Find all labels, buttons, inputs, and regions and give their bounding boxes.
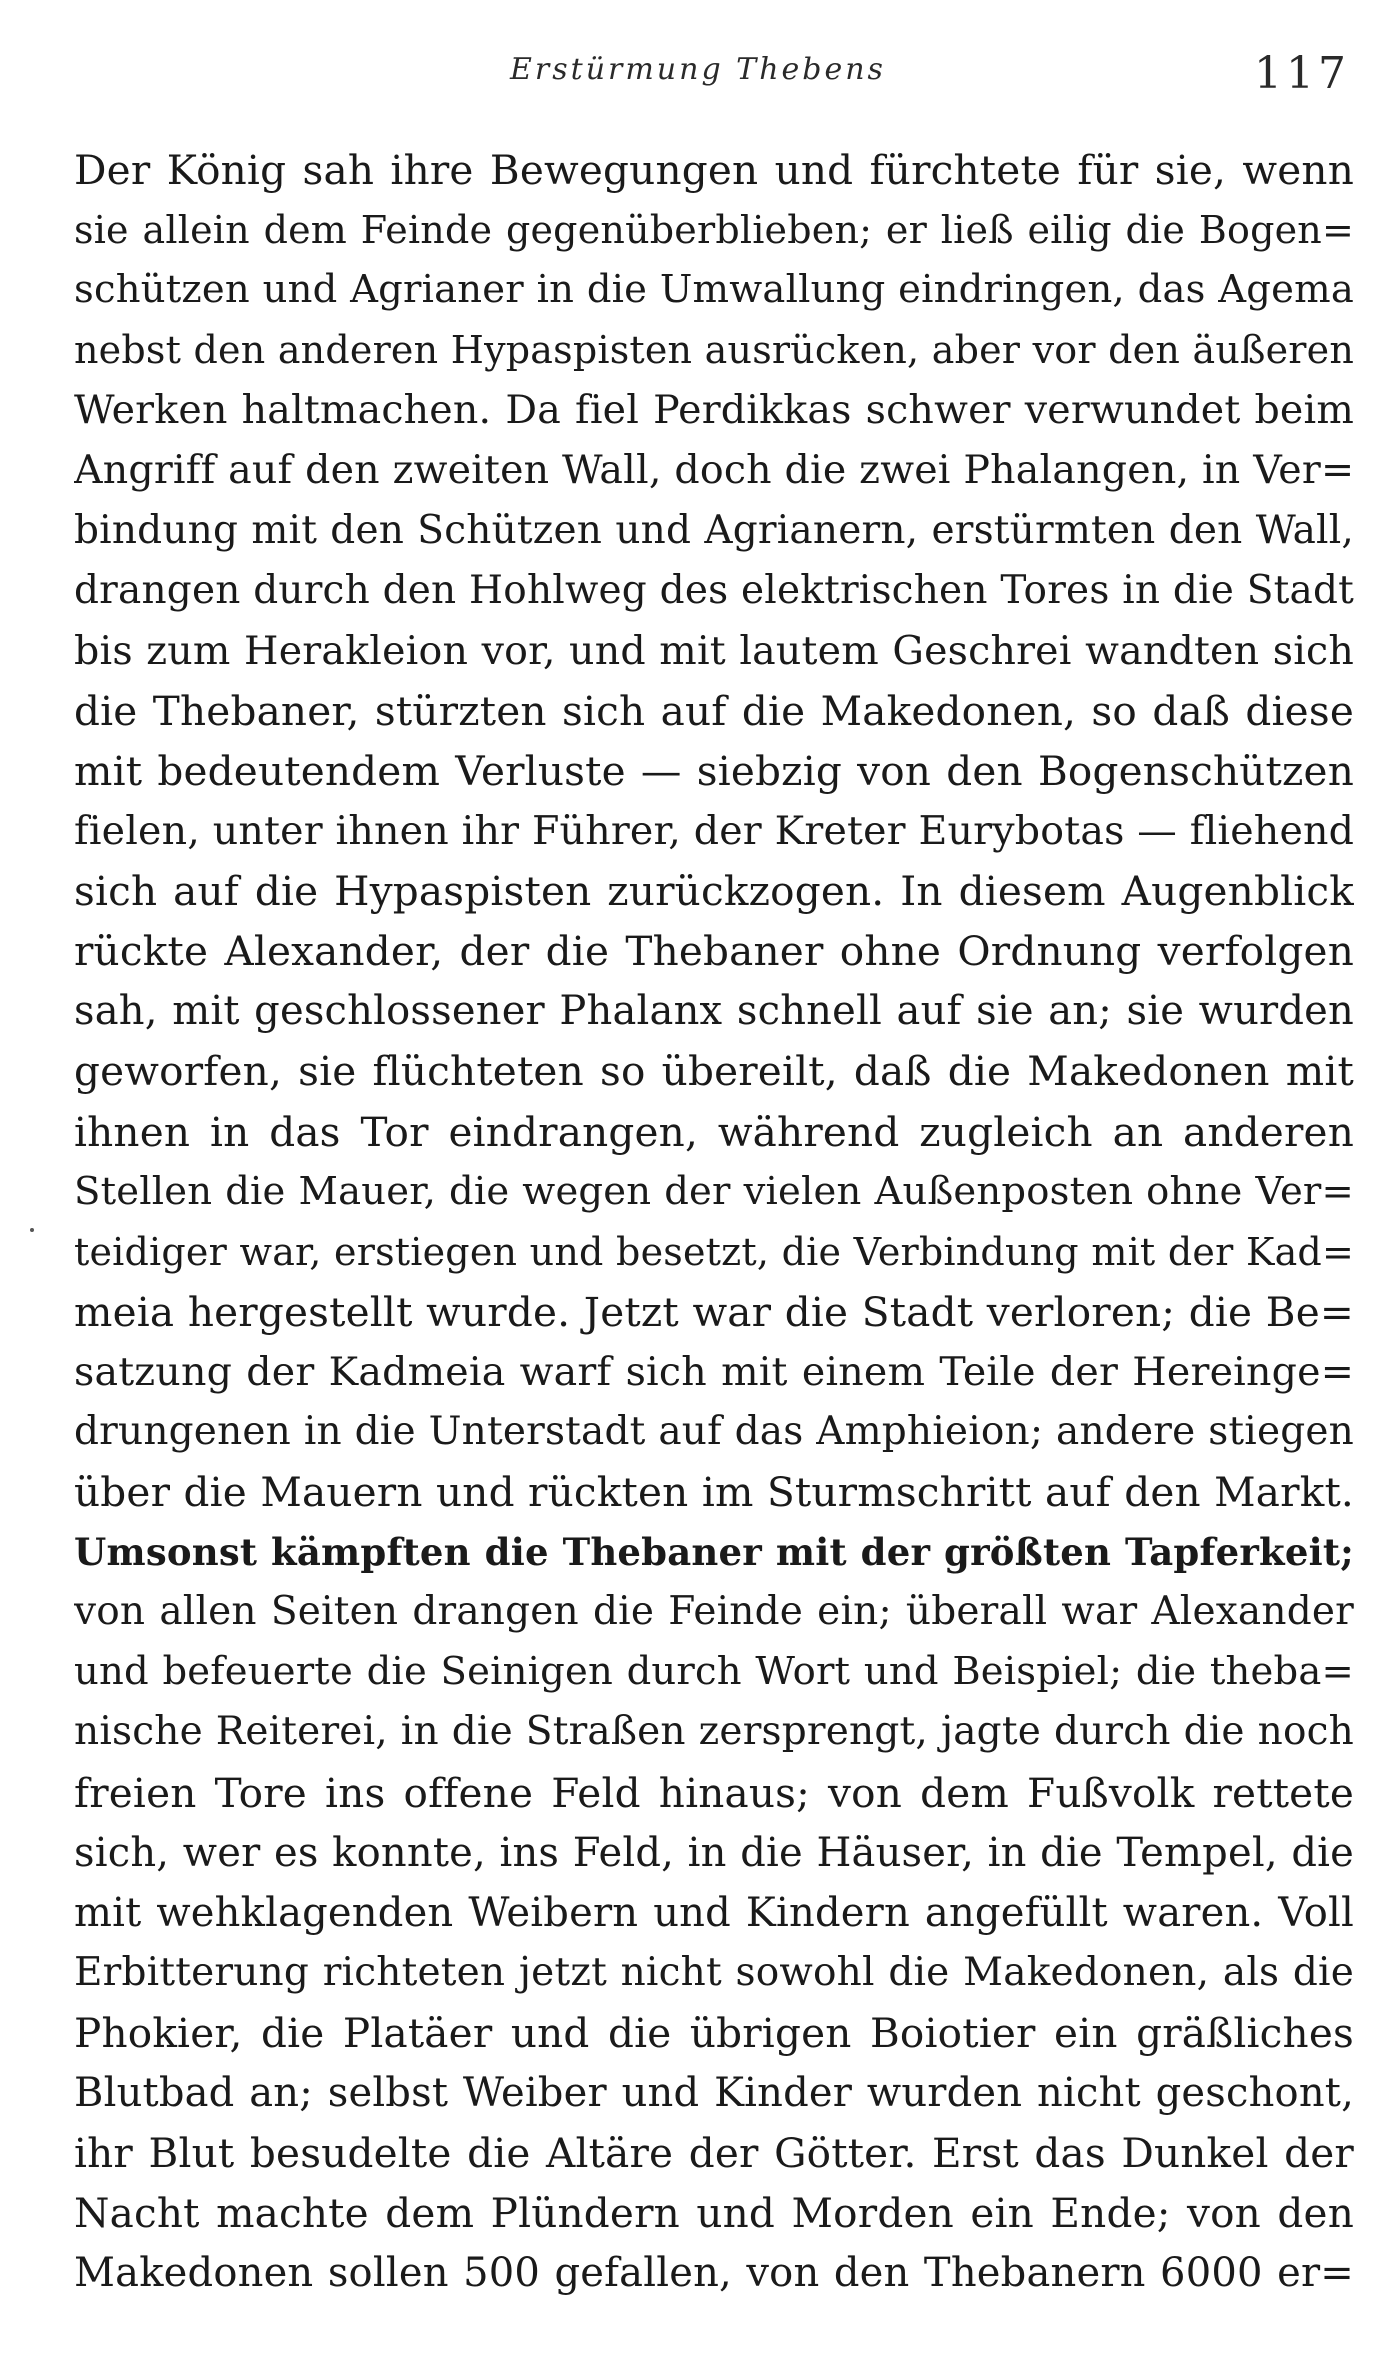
text-line: Erbitterung richteten jetzt nicht sowohl die Makedonen, als die (74, 1949, 1354, 1995)
text-line: sich, wer es konnte, ins Feld, in die Häuser, in die Tempel, die (74, 1829, 1354, 1876)
text-line: nebst den anderen Hypaspisten ausrücken, aber vor den äußeren (74, 328, 1354, 373)
body-text (74, 140, 1354, 2303)
text-line: Der König sah ihre Bewegungen und fürchtete für sie, wenn (74, 146, 1354, 194)
text-line: drungenen in die Unterstadt auf das Amphieion; andere stiegen (74, 1408, 1354, 1454)
text-line: teidiger war, erstiegen und besetzt, die Verbindung mit der Kad= (74, 1229, 1354, 1274)
text-line: satzung der Kadmeia warf sich mit einem Teile der Hereinge= (74, 1348, 1354, 1395)
text-line: Phokier, die Platäer und die übrigen Boiotier ein gräßliches (74, 2008, 1354, 2057)
text-line: ihnen in das Tor eindrangen, während zugleich an anderen (74, 1107, 1354, 1156)
text-line: bis zum Herakleion vor, und mit lautem Geschrei wandten sich (74, 627, 1354, 674)
text-line: drangen durch den Hohlweg des elektrischen Tores in die Stadt (74, 567, 1354, 613)
text-line: Blutbad an; selbst Weiber und Kinder wurden nicht geschont, (74, 2070, 1354, 2116)
text-line: bindung mit den Schützen und Agrianern, erstürmten den Wall, (74, 507, 1354, 553)
text-line: schützen und Agrianer in die Umwallung eindringen, das Agema (74, 267, 1354, 313)
text-line: Makedonen sollen 500 gefallen, von den Thebanern 6000 er= (74, 2250, 1354, 2297)
running-head (0, 48, 1399, 108)
text-line: geworfen, sie flüchteten so übereilt, daß die Makedonen mit (74, 1047, 1354, 1096)
text-line: mit bedeutendem Verluste — siebzig von den Bogenschützen (74, 746, 1354, 795)
text-line: Stellen die Mauer, die wegen der vielen Außenposten ohne Ver= (74, 1168, 1354, 1214)
text-line: mit wehklagenden Weibern und Kindern angefüllt waren. Voll (74, 1889, 1354, 1936)
text-line: sie allein dem Feinde gegenüberblieben; er ließ eilig die Bogen= (74, 208, 1354, 253)
text-line: freien Tore ins offene Feld hinaus; von dem Fußvolk rettete (74, 1768, 1354, 1817)
text-line: Umsonst kämpften die Thebaner mit der größten Tapferkeit; (74, 1530, 1354, 1575)
text-line: und befeuerte die Seinigen durch Wort und Beispiel; die theba= (74, 1649, 1354, 1695)
margin-dot (30, 1228, 34, 1232)
text-line: ihr Blut besudelte die Altäre der Götter. Erst das Dunkel der (74, 2129, 1354, 2178)
text-line: fielen, unter ihnen ihr Führer, der Kreter Eurybotas — fliehend (74, 808, 1354, 855)
text-line: Werken haltmachen. Da fiel Perdikkas schwer verwundet beim (74, 387, 1354, 434)
text-line: von allen Seiten drangen die Feinde ein; überall war Alexander (74, 1589, 1354, 1635)
text-line: sich auf die Hypaspisten zurückzogen. In diesem Augenblick (74, 867, 1354, 916)
running-title: Erstürmung Thebens (510, 52, 886, 87)
text-line: sah, mit geschlossener Phalanx schnell auf sie an; sie wurden (74, 988, 1354, 1035)
text-line: Nacht machte dem Plündern und Morden ein Ende; von den (74, 2189, 1354, 2238)
text-line: Angriff auf den zweiten Wall, doch die zwei Phalangen, in Ver= (74, 447, 1354, 494)
text-line: die Thebaner, stürzten sich auf die Makedonen, so daß diese (74, 686, 1354, 735)
page-number: 117 (1254, 48, 1350, 99)
text-line: über die Mauern und rückten im Sturmschritt auf den Markt. (74, 1468, 1354, 1517)
text-line: nische Reiterei, in die Straßen zersprengt, jagte durch die noch (74, 1709, 1354, 1755)
text-line: meia hergestellt wurde. Jetzt war die Stadt verloren; die Be= (74, 1287, 1354, 1336)
text-line: rückte Alexander, der die Thebaner ohne Ordnung verfolgen (74, 927, 1354, 976)
